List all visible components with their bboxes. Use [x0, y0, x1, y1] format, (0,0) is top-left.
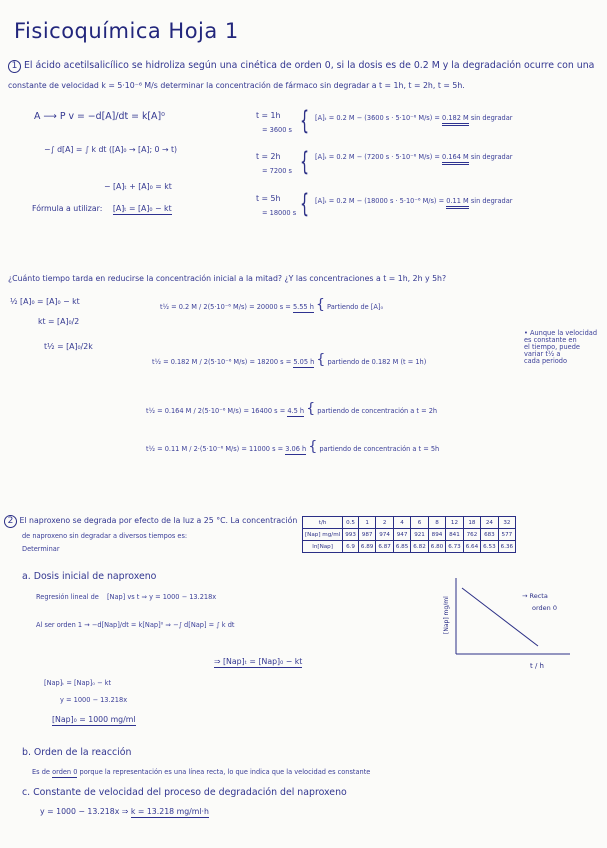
calc4-note: partiendo de concentración a t = 5h	[319, 445, 440, 453]
calc-row-4: t½ = 0.11 M / 2·(5·10⁻⁶ M/s) = 11000 s = 3.06 h { partiendo de concentración a t = 5h	[146, 439, 440, 455]
calc2-mid: = 18200 s =	[249, 358, 292, 366]
table-cell: 894	[428, 529, 445, 541]
table-cell: 6.73	[446, 541, 463, 553]
rate-constant-result: k = 13.218 mg/ml·h	[130, 807, 209, 816]
calc3-mid: = 16400 s =	[243, 407, 286, 415]
integrated-law	[214, 658, 302, 666]
calc1-mid: = 20000 s =	[249, 303, 291, 311]
t2-seconds: = 7200 s	[262, 167, 292, 175]
t5-calc: [A]ₜ = 0.2 M − (18000 s · 5·10⁻⁶ M/s) =	[315, 197, 445, 205]
side-note-line: • Aunque la velocidad	[524, 329, 598, 337]
table-cell: 18	[463, 517, 480, 529]
ex2-statement-line3: Determinar	[22, 545, 60, 553]
table-cell: 683	[481, 529, 498, 541]
table-cell: 921	[411, 529, 428, 541]
table-row-header: [Nap] mg/ml	[303, 529, 343, 541]
ex1-number: 1	[8, 60, 21, 73]
calc4-mid: = 11000 s =	[241, 445, 284, 453]
brace: {	[300, 147, 310, 177]
ex1-statement-line2: constante de velocidad k = 5·10⁻⁶ M/s determinar la concentración de fármaco sin degradar a t = 1h, t = 2h, t = 5h.	[8, 81, 465, 90]
ex2-statement-line2: de naproxeno sin degradar a diversos tiempos es:	[22, 532, 188, 540]
t1-result: 0.182 M	[442, 114, 469, 126]
table-cell: 6.85	[393, 541, 410, 553]
integrated-law-text: ⇒ [Nap]ₜ = [Nap]₀ − kt	[214, 657, 303, 666]
part-b-text	[32, 769, 370, 776]
ex1-statement	[8, 60, 594, 73]
regression-row	[36, 594, 216, 601]
side-note-line: es constante en	[524, 335, 577, 344]
graph-note-2: orden 0	[532, 604, 557, 612]
side-note-line: cada periodo	[524, 356, 568, 365]
ex1-integrated: − [A]ₜ + [A]₀ = kt	[104, 182, 172, 191]
graph-ylabel: [Nap] mg/ml	[443, 596, 450, 634]
eq-a1: [Nap]ₜ = [Nap]₀ − kt	[44, 679, 112, 687]
graph-note-1: → Recta	[522, 592, 548, 600]
t5-label: t = 5h	[256, 194, 281, 203]
ex1-formula-row	[32, 205, 172, 213]
naproxen-plot	[440, 574, 580, 674]
calc2-note: partiendo de 0.182 M (t = 1h)	[327, 358, 427, 366]
initial-dose-result	[52, 716, 136, 724]
table-cell: 993	[343, 529, 359, 541]
t1-seconds: = 3600 s	[262, 126, 292, 134]
part-c-title: Constante de velocidad del proceso de degradación del naproxeno	[33, 787, 347, 798]
table-cell: 947	[393, 529, 410, 541]
part-b-text-pre: Es de	[32, 768, 50, 776]
t1-calc: [A]ₜ = 0.2 M − (3600 s · 5·10⁻⁶ M/s) =	[315, 114, 440, 122]
part-b-order: orden 0	[52, 768, 78, 776]
part-a-title: Dosis inicial de naproxeno	[33, 571, 157, 582]
calc4-lhs: t½ = 0.11 M / 2·(5·10⁻⁶ M/s)	[146, 445, 240, 453]
table-cell: 762	[463, 529, 480, 541]
part-b-text-post: porque la representación es una línea recta, lo que indica que la velocidad es constante	[79, 768, 371, 776]
table-cell: 6.80	[428, 541, 445, 553]
table-row-header: t/h	[303, 517, 343, 529]
table-row	[303, 529, 516, 541]
eq-a2: y = 1000 − 13.218x	[60, 696, 128, 704]
side-note-line: variar t½ a	[524, 349, 561, 358]
calc2-result: 5.05 h	[293, 358, 315, 366]
side-note	[524, 330, 597, 365]
part-c-eq: y = 1000 − 13.218x ⇒	[40, 807, 129, 816]
graph-xlabel: t / h	[530, 662, 544, 670]
table-cell: 0.5	[343, 517, 359, 529]
calc1-note: Partiendo de [A]₀	[327, 303, 384, 311]
part-b-heading	[22, 748, 131, 758]
t5-note: sin degradar	[470, 197, 513, 205]
page-title: Fisicoquímica Hoja 1	[14, 19, 239, 43]
calc1-lhs: t½ = 0.2 M / 2(5·10⁻⁶ M/s)	[160, 303, 247, 311]
half-life-question: ¿Cuánto tiempo tarda en reducirse la concentración inicial a la mitad? ¿Y las concentraciones a t = 1h, 2h y 5h?	[8, 274, 447, 283]
table-row	[303, 541, 516, 553]
table-cell: 974	[376, 529, 393, 541]
table-cell: 6	[411, 517, 428, 529]
initial-dose-value: [Nap]₀ = 1000 mg/ml	[52, 715, 136, 724]
table-cell: 841	[446, 529, 463, 541]
ex1-statement-line1: El ácido acetilsalicílico se hidroliza según una cinética de orden 0, si la dosis es de 0.2 M y la degradación ocurre con una	[23, 60, 595, 71]
calc-row-2: t½ = 0.182 M / 2(5·10⁻⁶ M/s) = 18200 s = 5.05 h { partiendo de 0.182 M (t = 1h)	[152, 352, 427, 368]
regression: [Nap] vs t ⇒ y = 1000 − 13.218x	[106, 593, 217, 601]
thalf-eq: t½ = [A]₀/2k	[44, 342, 93, 351]
t2-result: 0.164 M	[442, 153, 469, 165]
t2-note: sin degradar	[470, 153, 513, 161]
brace: {	[300, 189, 310, 219]
table-cell: 987	[358, 529, 375, 541]
t5-calc-row	[315, 198, 512, 205]
t2-label: t = 2h	[256, 152, 281, 161]
regression-label: Regresión lineal de	[36, 593, 99, 601]
part-a-heading	[22, 572, 156, 582]
kt-eq: kt = [A]₀/2	[38, 317, 80, 326]
calc3-note: partiendo de concentración a t = 2h	[317, 407, 438, 415]
table-cell: 24	[481, 517, 498, 529]
formula-label: Fórmula a utilizar:	[32, 204, 103, 213]
calc-row-1: t½ = 0.2 M / 2(5·10⁻⁶ M/s) = 20000 s = 5.55 h { Partiendo de [A]₀	[160, 297, 384, 313]
brace: {	[300, 106, 310, 136]
part-c-eq-row	[40, 808, 209, 816]
table-cell: 6.36	[498, 541, 515, 553]
part-b-title: Orden de la reacción	[33, 747, 132, 758]
t2-calc: [A]ₜ = 0.2 M − (7200 s · 5·10⁻⁶ M/s) =	[315, 153, 440, 161]
naproxen-table	[302, 516, 516, 553]
formula: [A]ₜ = [A]₀ − kt	[112, 204, 172, 213]
t5-result: 0.11 M	[446, 197, 468, 209]
calc3-lhs: t½ = 0.164 M / 2(5·10⁻⁶ M/s)	[146, 407, 242, 415]
half-eq: ½ [A]₀ = [A]₀ − kt	[10, 297, 80, 306]
order-derivation: Al ser orden 1 → −d[Nap]/dt = k[Nap]⁰ ⇒ −∫ d[Nap] = ∫ k dt	[36, 621, 235, 629]
ex1-reaction: A ⟶ P v = −d[A]/dt = k[A]⁰	[34, 111, 165, 122]
table-row	[303, 517, 516, 529]
ex1-integral: −∫ d[A] = ∫ k dt ([A]₀ → [A]; 0 → t)	[44, 145, 178, 154]
table-cell: 12	[446, 517, 463, 529]
calc-row-3: t½ = 0.164 M / 2(5·10⁻⁶ M/s) = 16400 s = 4.5 h { partiendo de concentración a t = 2h	[146, 401, 438, 417]
t1-calc-row	[315, 115, 512, 122]
calc4-result: 3.06 h	[285, 445, 307, 453]
part-a-label: a.	[22, 571, 31, 582]
table-cell: 6.82	[411, 541, 428, 553]
table-cell: 6.9	[343, 541, 359, 553]
calc3-result: 4.5 h	[287, 407, 305, 415]
calc2-lhs: t½ = 0.182 M / 2(5·10⁻⁶ M/s)	[152, 358, 248, 366]
part-b-label: b.	[22, 747, 31, 758]
ex2-number: 2	[4, 515, 17, 528]
table-cell: 6.89	[358, 541, 375, 553]
t5-seconds: = 18000 s	[262, 209, 297, 217]
side-note-line: el tiempo, puede	[524, 342, 580, 351]
calc1-result: 5.55 h	[292, 303, 314, 311]
table-cell: 1	[358, 517, 375, 529]
ex2-statement	[4, 515, 297, 528]
t2-calc-row	[315, 154, 512, 161]
part-c-label: c.	[22, 787, 31, 798]
part-c-heading	[22, 788, 347, 798]
table-cell: 8	[428, 517, 445, 529]
ex2-statement-line1: El naproxeno se degrada por efecto de la luz a 25 °C. La concentración	[19, 516, 298, 525]
table-cell: 32	[498, 517, 515, 529]
table-cell: 577	[498, 529, 515, 541]
t1-note: sin degradar	[470, 114, 513, 122]
table-cell: 6.53	[481, 541, 498, 553]
table-cell: 2	[376, 517, 393, 529]
t1-label: t = 1h	[256, 111, 281, 120]
table-cell: 6.87	[376, 541, 393, 553]
table-cell: 4	[393, 517, 410, 529]
table-row-header: ln[Nap]	[303, 541, 343, 553]
table-cell: 6.64	[463, 541, 480, 553]
